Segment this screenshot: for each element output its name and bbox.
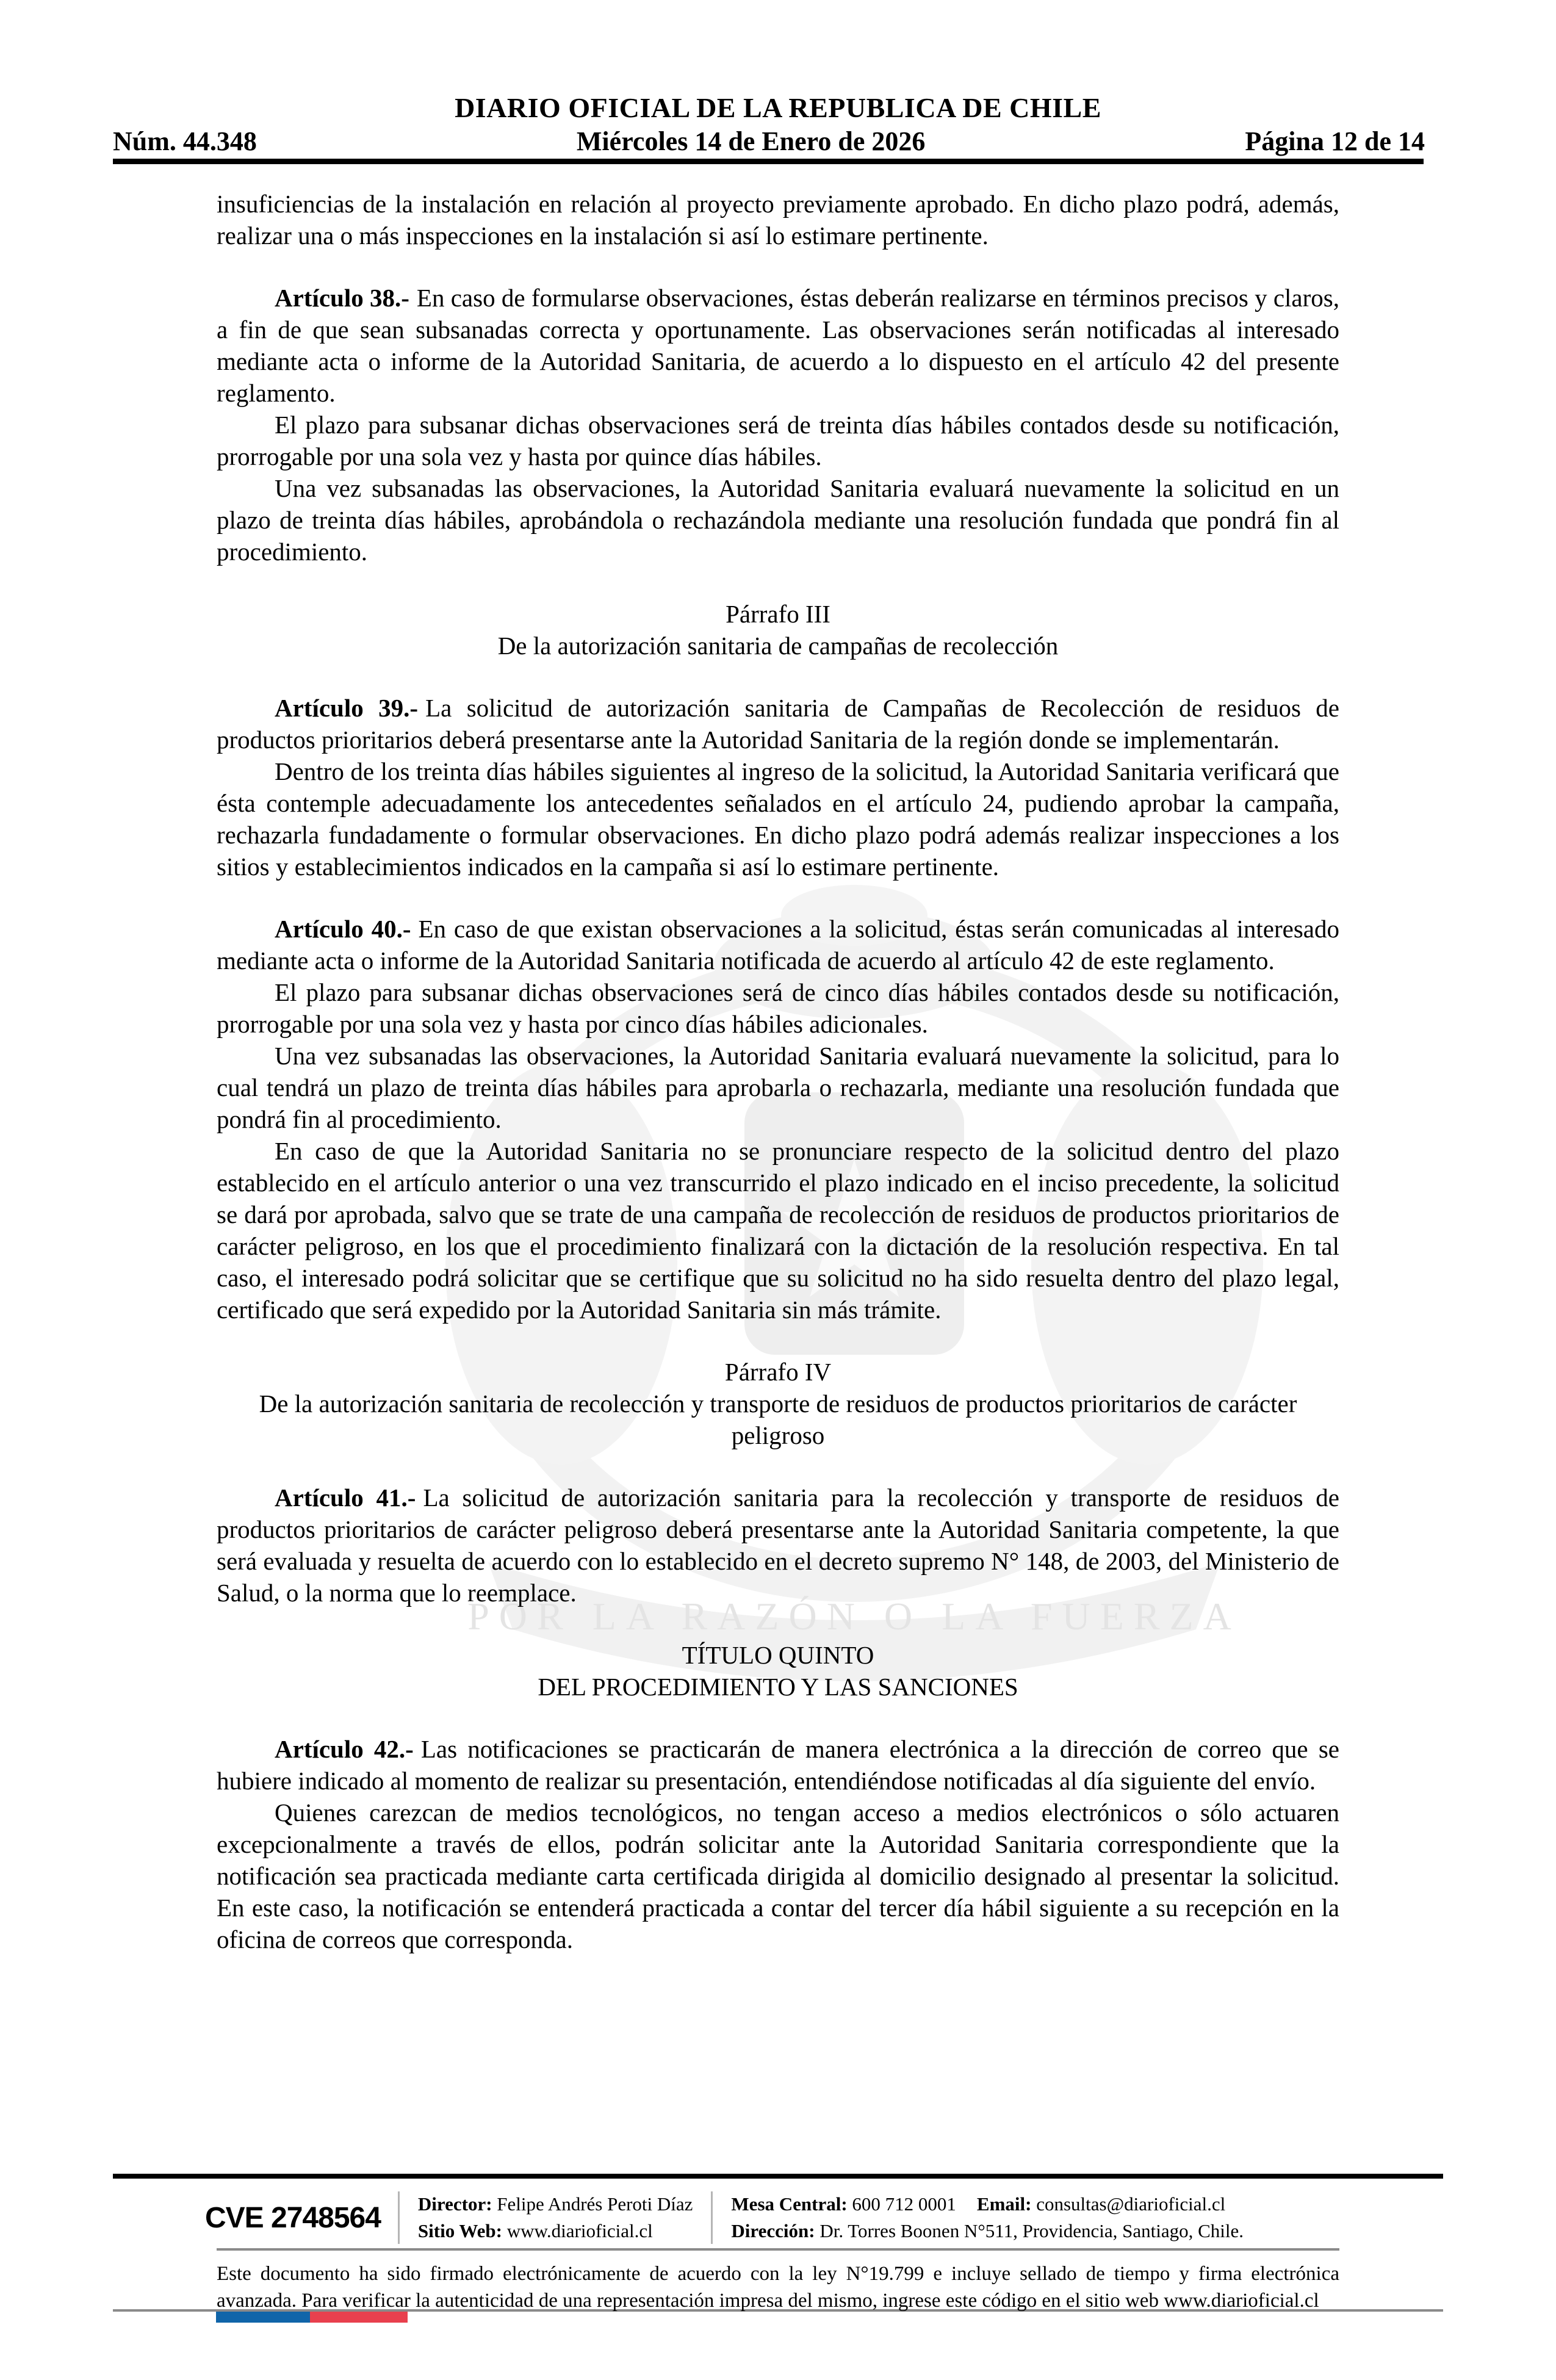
footer-top-rule <box>113 2174 1443 2179</box>
paragraph-text: Quienes carezcan de medios tecnológicos, no tengan acceso a medios electrónicos o sólo actuaren excepcionalmente a través de ellos, podrán solicitar ante la Autoridad Sanitaria correspondiente que la notificación sea practicada mediante carta certificada dirigida al domicilio designado al presentar la solicitud. En este caso, la notificación se entenderá practicada a contar del tercer día hábil siguiente a su recepción en la oficina de correos que corresponda. <box>217 1798 1339 1953</box>
body-paragraph <box>217 472 1339 568</box>
email-value[interactable]: consultas@diarioficial.cl <box>1036 2193 1226 2215</box>
body-paragraph <box>217 1040 1339 1135</box>
paragraph-text: insuficiencias de la instalación en relación al proyecto previamente aprobado. En dicho plazo podrá, además, realizar una o más inspecciones en la instalación si así lo estimare pertinente. <box>217 190 1339 250</box>
director-label: Director: <box>417 2193 492 2215</box>
paragraph-text: Dentro de los treinta días hábiles siguientes al ingreso de la solicitud, la Autoridad Sanitaria verificará que ésta contemple adecuadamente los antecedentes señalados en el artículo 24, pudiendo aprobar la campaña, rechazarla fundadamente o formular observaciones. En dicho plazo podrá además realizar inspecciones a los sitios y establecimientos indicados en la campaña si así lo estimare pertinente. <box>217 757 1339 881</box>
title-subheading: DEL PROCEDIMIENTO Y LAS SANCIONES <box>538 1673 1018 1701</box>
body-paragraph <box>217 1135 1339 1325</box>
paragraph-text: Las notificaciones se practicarán de manera electrónica a la dirección de correo que se hubiere indicado al momento de realizar su presentación, entendiéndose notificadas al día siguiente del envío. <box>217 1735 1339 1795</box>
article-41-lead: Artículo 41.- <box>275 1484 416 1512</box>
article-39-lead: Artículo 39.- <box>275 694 419 722</box>
paragraph-text: En caso de que existan observaciones a la solicitud, éstas serán comunicadas al interesado mediante acta o informe de la Autoridad Sanitaria notificada de acuerdo al artículo 42 de este reglamento. <box>217 915 1339 975</box>
page-indicator: Página 12 de 14 <box>1245 126 1425 156</box>
mesa-central-value: 600 712 0001 <box>852 2193 956 2215</box>
paragraph-text: La solicitud de autorización sanitaria para la recolección y transporte de residuos de productos prioritarios de carácter peligroso deberá presentarse ante la Autoridad Sanitaria competente, la que será evaluada y resuelta de acuerdo con lo establecido en el decreto supremo N° 148, de 2003, del Ministerio de Salud, o la norma que lo reemplace. <box>217 1484 1339 1607</box>
body-paragraph <box>217 976 1339 1040</box>
article-38-lead: Artículo 38.- <box>275 284 409 312</box>
body-paragraph <box>217 1797 1339 1955</box>
sitio-web-value[interactable]: www.diarioficial.cl <box>506 2220 653 2241</box>
paragraph-text: Una vez subsanadas las observaciones, la Autoridad Sanitaria evaluará nuevamente la solicitud, para lo cual tendrá un plazo de treinta días hábiles para aprobarla o rechazarla, mediante una resolución fundada que pondrá fin al procedimiento. <box>217 1042 1339 1133</box>
header-meta-row <box>113 126 1425 157</box>
section-heading: Párrafo IV <box>724 1358 832 1386</box>
svg-text:POR LA RAZÓN O LA FUERZA: POR LA RAZÓN O LA FUERZA <box>467 1595 1241 1638</box>
footer-info-bar <box>201 2190 1262 2246</box>
paragraph-text: Una vez subsanadas las observaciones, la Autoridad Sanitaria evaluará nuevamente la solicitud en un plazo de treinta días hábiles, aprobándola o rechazándola mediante una resolución fundada que pondrá fin al procedimiento. <box>217 474 1339 566</box>
footer-contact-column <box>713 2191 1262 2245</box>
section-subheading: De la autorización sanitaria de campañas de recolección <box>497 632 1059 660</box>
edition-date: Miércoles 14 de Enero de 2026 <box>576 126 926 156</box>
paragraph-text: El plazo para subsanar dichas observaciones será de treinta días hábiles contados desde su notificación, prorrogable por una sola vez y hasta por quince días hábiles. <box>217 411 1339 471</box>
paragraph-text: La solicitud de autorización sanitaria de Campañas de Recolección de residuos de productos prioritarios deberá presentarse ante la Autoridad Sanitaria de la región donde se implementarán. <box>217 694 1340 754</box>
title-heading: TÍTULO QUINTO <box>682 1641 874 1669</box>
body-paragraph <box>217 913 1339 976</box>
body-paragraph <box>217 188 1339 251</box>
direccion-label: Dirección: <box>731 2220 815 2241</box>
sitio-web-label: Sitio Web: <box>417 2220 502 2241</box>
footer-director-column <box>400 2191 711 2245</box>
article-40-lead: Artículo 40.- <box>275 915 411 943</box>
footer-gray-rule <box>217 2248 1339 2251</box>
body-paragraph <box>217 1733 1339 1797</box>
mesa-central-label: Mesa Central: <box>731 2193 848 2215</box>
body-paragraph <box>217 692 1339 755</box>
issue-number: Núm. 44.348 <box>113 126 257 156</box>
direccion-value: Dr. Torres Boonen N°511, Providencia, Santiago, Chile. <box>819 2220 1244 2241</box>
article-42-lead: Artículo 42.- <box>275 1735 414 1763</box>
paragraph-text: El plazo para subsanar dichas observaciones será de cinco días hábiles contados desde su notificación, prorrogable por una sola vez y hasta por cinco días hábiles adicionales. <box>217 978 1339 1038</box>
paragraph-text: En caso de formularse observaciones, éstas deberán realizarse en términos precisos y claros, a fin de que sean subsanadas correcta y oportunamente. Las observaciones serán notificadas al interesado mediante acta o informe de la Autoridad Sanitaria, de acuerdo a lo dispuesto en el artículo 42 del presente reglamento. <box>217 284 1339 407</box>
section-heading: Párrafo III <box>726 600 830 628</box>
header-rule <box>113 159 1424 164</box>
email-label: Email: <box>976 2193 1032 2215</box>
legal-notice: Este documento ha sido firmado electrónicamente de acuerdo con la ley N°19.799 e incluye sellado de tiempo y firma electrónica avanzada. Para verificar la autenticidad de una representación impresa del mismo, ingrese este código en el sitio web www.diarioficial.cl <box>217 2263 1339 2312</box>
document-body <box>217 188 1339 1955</box>
cve-code: CVE 2748564 <box>205 2201 381 2234</box>
body-paragraph <box>217 1482 1339 1609</box>
body-paragraph <box>217 409 1339 472</box>
body-paragraph <box>217 755 1339 882</box>
section-subheading: De la autorización sanitaria de recolección y transporte de residuos de productos prioritarios de carácter peligroso <box>259 1390 1297 1449</box>
masthead-title: DIARIO OFICIAL DE LA REPUBLICA DE CHILE <box>455 92 1101 123</box>
body-paragraph <box>217 282 1339 409</box>
director-value: Felipe Andrés Peroti Díaz <box>497 2193 693 2215</box>
paragraph-text: En caso de que la Autoridad Sanitaria no se pronunciare respecto de la solicitud dentro del plazo establecido en el artículo anterior o una vez transcurrido el plazo indicado en el inciso precedente, la solicitud se dará por aprobada, salvo que se trate de una campaña de recolección de residuos de productos prioritarios de carácter peligroso, en los que el procedimiento finalizará con la dictación de la resolución respectiva. En tal caso, el interesado podrá solicitar que se certifique que su solicitud no ha sido resuelta dentro del plazo legal, certificado que será expedido por la Autoridad Sanitaria sin más trámite. <box>217 1137 1339 1324</box>
